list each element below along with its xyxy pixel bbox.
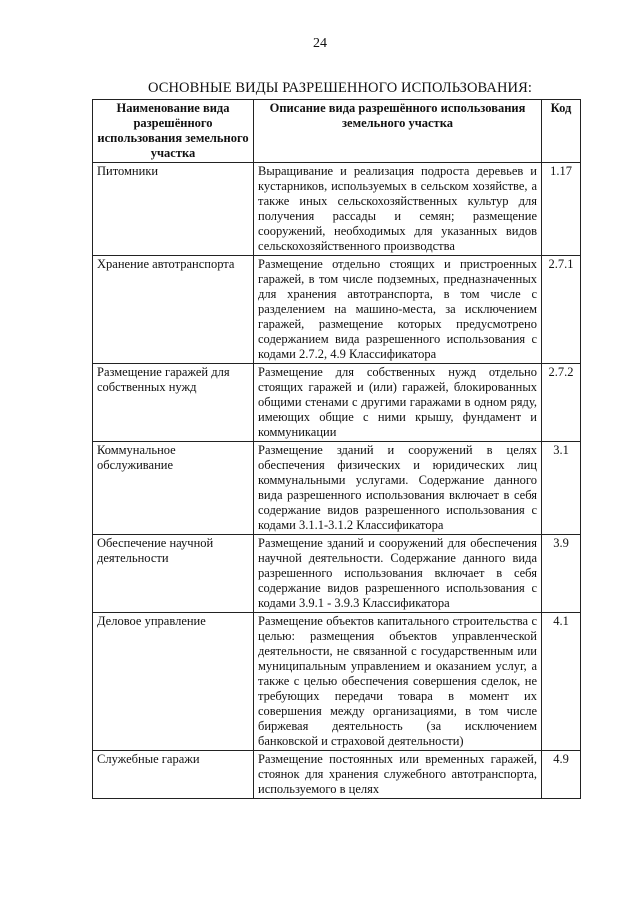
row-code: 2.7.1 <box>542 256 581 364</box>
table-row <box>93 613 581 751</box>
table-row <box>93 751 581 799</box>
row-name: Хранение автотранспорта <box>93 256 254 364</box>
table-header-row <box>93 100 581 163</box>
header-description: Описание вида разрешённого использования земельного участка <box>254 100 542 163</box>
row-code: 2.7.2 <box>542 364 581 442</box>
table-row <box>93 364 581 442</box>
row-description: Выращивание и реализация подроста деревьев и кустарников, используемых в сельском хозяйстве, а также иных сельскохозяйственных культур для получения рассады и семян; размещение сооружений, необходимых для указанных видов сельскохозяйственного производства <box>254 163 542 256</box>
header-code: Код <box>542 100 581 163</box>
row-name: Служебные гаражи <box>93 751 254 799</box>
table-row <box>93 256 581 364</box>
header-name: Наименование вида разрешённого использования земельного участка <box>93 100 254 163</box>
row-code: 3.1 <box>542 442 581 535</box>
row-description: Размещение объектов капитального строительства с целью: размещения объектов управленческой деятельности, не связанной с государственным или муниципальным управлением и оказанием услуг, а также с целью обеспечения совершения сделок, не требующих передачи товара в момент их совершения между организациями, в том числе биржевая деятельность (за исключением банковской и страховой деятельности) <box>254 613 542 751</box>
row-code: 4.1 <box>542 613 581 751</box>
row-code: 1.17 <box>542 163 581 256</box>
row-code: 3.9 <box>542 535 581 613</box>
row-description: Размещение зданий и сооружений для обеспечения научной деятельности. Содержание данного вида разрешенного использования включает в себя содержание видов разрешенного использования с кодами 3.9.1 - 3.9.3 Классификатора <box>254 535 542 613</box>
land-use-table <box>92 99 581 799</box>
row-name: Размещение гаражей для собственных нужд <box>93 364 254 442</box>
table-row <box>93 163 581 256</box>
row-name: Деловое управление <box>93 613 254 751</box>
table-row <box>93 442 581 535</box>
row-description: Размещение постоянных или временных гаражей, стоянок для хранения служебного автотранспорта, используемого в целях <box>254 751 542 799</box>
row-description: Размещение для собственных нужд отдельно стоящих гаражей и (или) гаражей, блокированных общими стенами с другими гаражами в одном ряду, имеющих общие с ними крышу, фундамент и коммуникации <box>254 364 542 442</box>
row-description: Размещение зданий и сооружений в целях обеспечения физических и юридических лиц коммунальными услугами. Содержание данного вида разрешенного использования включает в себя содержание видов разрешенного использования с кодами 3.1.1-3.1.2 Классификатора <box>254 442 542 535</box>
row-name: Обеспечение научной деятельности <box>93 535 254 613</box>
table-row <box>93 535 581 613</box>
row-name: Питомники <box>93 163 254 256</box>
row-description: Размещение отдельно стоящих и пристроенных гаражей, в том числе подземных, предназначенных для хранения автотранспорта, в том числе с разделением на машино-места, за исключением гаражей, размещение которых предусмотрено содержанием вида разрешенного использования с кодами 2.7.2, 4.9 Классификатора <box>254 256 542 364</box>
page-number: 24 <box>313 36 327 51</box>
row-code: 4.9 <box>542 751 581 799</box>
row-name: Коммунальное обслуживание <box>93 442 254 535</box>
document-title: ОСНОВНЫЕ ВИДЫ РАЗРЕШЕННОГО ИСПОЛЬЗОВАНИЯ: <box>147 80 533 96</box>
